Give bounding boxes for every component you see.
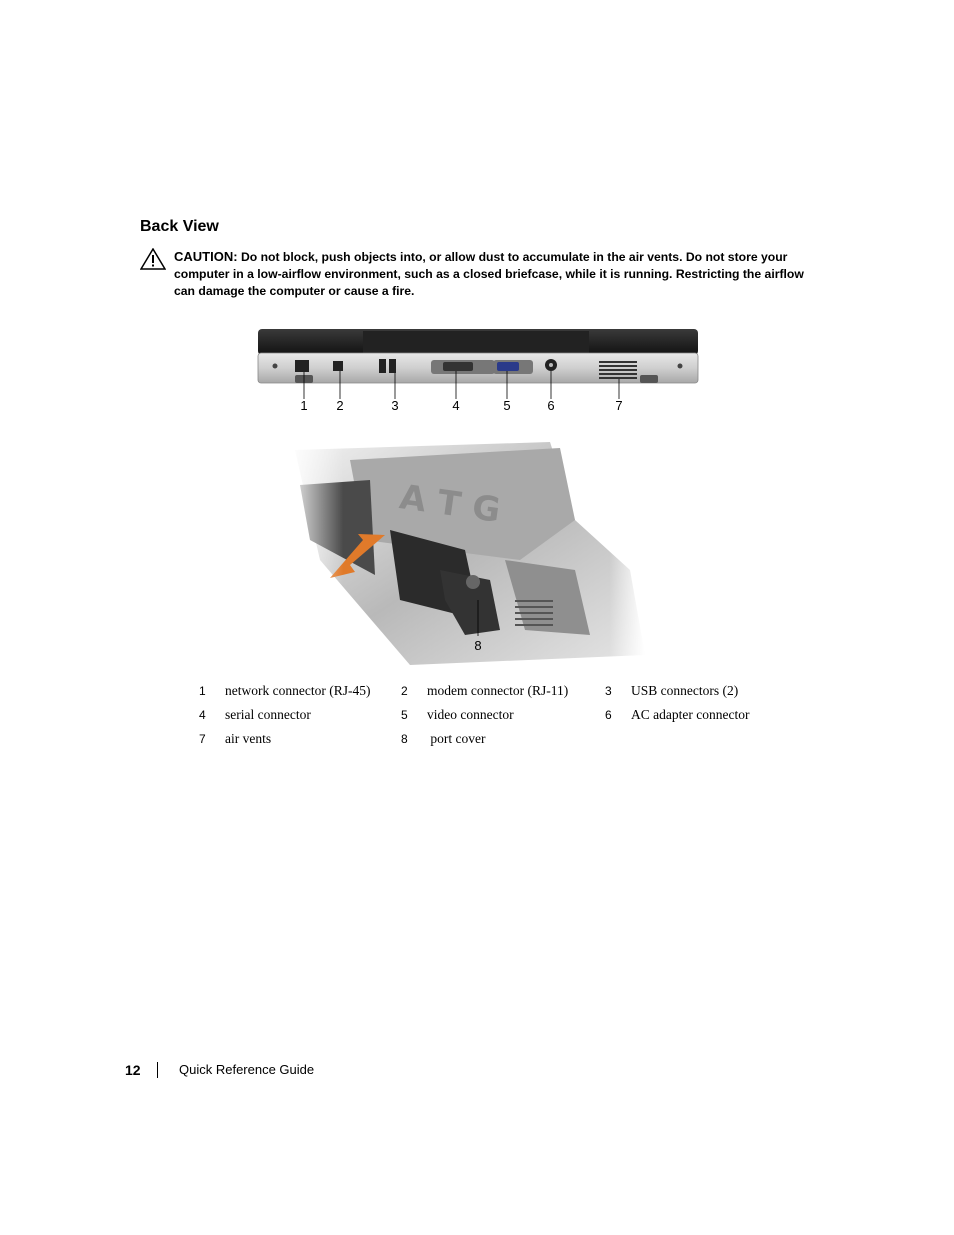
legend-label: modem connector (RJ-11): [427, 683, 569, 698]
legend-number: 8: [401, 732, 408, 746]
caution-body: Do not block, push objects into, or allow dust to accumulate in the air vents. Do not store your computer in a low-airflow environment, such as a closed briefcase, while it is running. Restricting the airflow can damage the computer or cause a fire.: [174, 250, 804, 298]
legend-number: 5: [401, 708, 408, 722]
callout-6: 6: [547, 398, 555, 413]
legend-label: port cover: [427, 731, 486, 746]
legend-number: 3: [605, 684, 612, 698]
guide-title: Quick Reference Guide: [179, 1062, 315, 1077]
callout-1: 1: [300, 398, 308, 413]
callout-8: 8: [474, 638, 482, 653]
footer-separator: [157, 1062, 158, 1078]
callout-7: 7: [615, 398, 623, 413]
legend-label: network connector (RJ-45): [225, 683, 371, 698]
laptop-back-view-image: [255, 327, 700, 427]
legend-number: [599, 727, 631, 751]
callout-5: 5: [503, 398, 511, 413]
legend-label: video connector: [427, 707, 514, 722]
callout-legend: [193, 679, 801, 751]
legend-label: USB connectors (2): [631, 683, 739, 698]
legend-number: 2: [401, 684, 408, 698]
laptop-port-cover-image: [290, 440, 645, 665]
legend-label: [631, 727, 801, 751]
legend-number: 4: [199, 708, 206, 722]
legend-number: 6: [605, 708, 612, 722]
legend-label: air vents: [225, 731, 272, 746]
page-number: 12: [125, 1062, 141, 1078]
legend-row: [193, 679, 801, 703]
callout-2: 2: [336, 398, 344, 413]
caution-label: CAUTION:: [174, 249, 238, 264]
section-title: Back View: [140, 218, 219, 235]
caution-text: [174, 248, 814, 300]
callout-4: 4: [452, 398, 460, 413]
legend-row: [193, 703, 801, 727]
legend-row: [193, 727, 801, 751]
callout-3: 3: [391, 398, 399, 413]
caution-triangle-icon: [140, 248, 166, 270]
legend-number: 7: [199, 732, 206, 746]
legend-label: serial connector: [225, 707, 311, 722]
legend-label: AC adapter connector: [631, 707, 750, 722]
legend-number: 1: [199, 684, 206, 698]
